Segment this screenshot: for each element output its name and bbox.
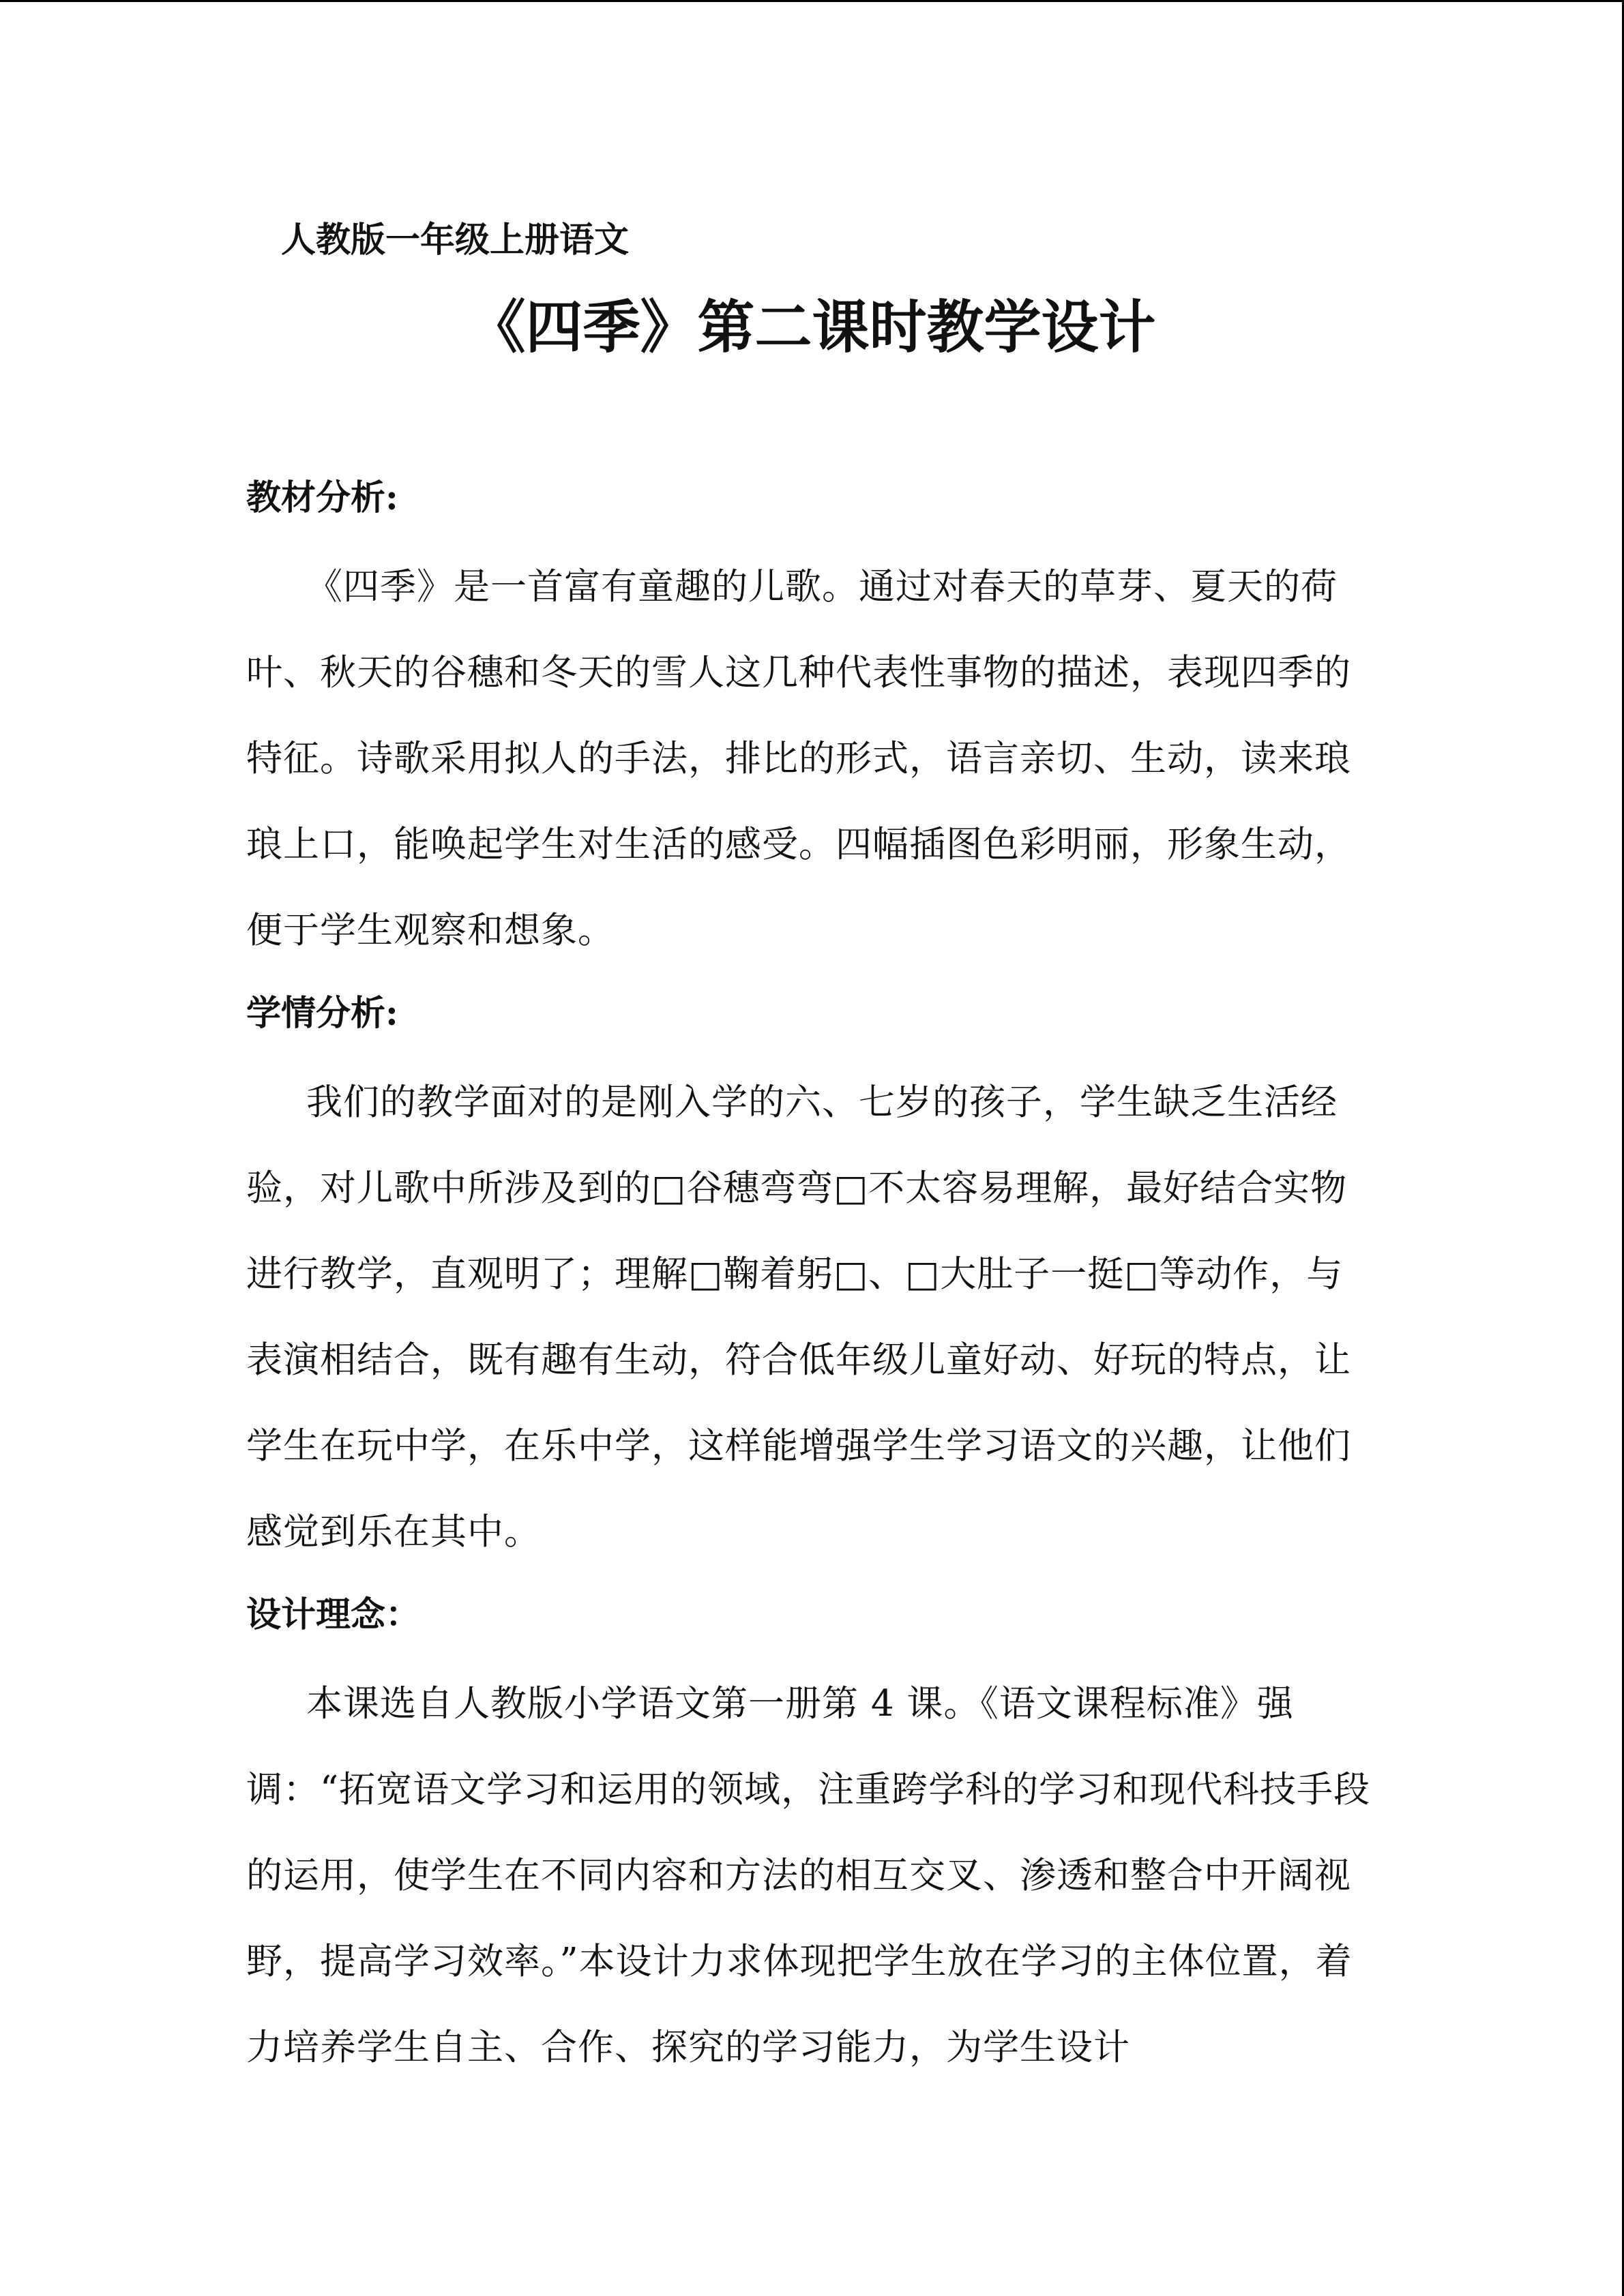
section-paragraph: 《四季》是一首富有童趣的儿歌。通过对春天的草芽、夏天的荷叶、秋天的谷穗和冬天的雪人这几种代表性事物的描述，表现四季的特征。诗歌采用拟人的手法，排比的形式，语言亲切、生动，读来琅琅上口，能唤起学生对生活的感受。四幅插图色彩明丽，形象生动，便于学生观察和想象。	[246, 566, 1351, 951]
section-paragraph: 本课选自人教版小学语文第一册第 4 课。《语文课程标准》强调：“拓宽语文学习和运用的领域，注重跨学科的学习和现代科技手段的运用，使学生在不同内容和方法的相互交叉、渗透和整合中开阔视野，提高学习效率。”本设计力求体现把学生放在学习的主体位置，着力培养学生自主、合作、探究的学习能力，为学生设计	[246, 1683, 1371, 2068]
section-heading: 设计理念：	[246, 1594, 421, 1635]
section-paragraph: 我们的教学面对的是刚入学的六、七岁的孩子，学生缺乏生活经验，对儿歌中所涉及到的□谷穗弯弯□不太容易理解，最好结合实物进行教学，直观明了；理解□鞠着躬□、□大肚子一挺□等动作，与表演相结合，既有趣有生动，符合低年级儿童好动、好玩的特点，让学生在玩中学，在乐中学，这样能增强学生学习语文的兴趣，让他们感觉到乐在其中。	[246, 1082, 1351, 1553]
section-student-analysis	[246, 979, 1372, 1581]
section-textbook-analysis	[246, 464, 1372, 979]
section-design-concept	[246, 1581, 1372, 2096]
section-heading: 学情分析:	[246, 993, 398, 1034]
document-title: 《四季》第二课时教学设计	[468, 293, 1156, 361]
section-heading: 教材分析:	[246, 477, 398, 518]
document-body	[246, 464, 1372, 2096]
page-border-top	[0, 0, 1624, 2]
document-subtitle: 人教版一年级上册语文	[281, 220, 630, 260]
